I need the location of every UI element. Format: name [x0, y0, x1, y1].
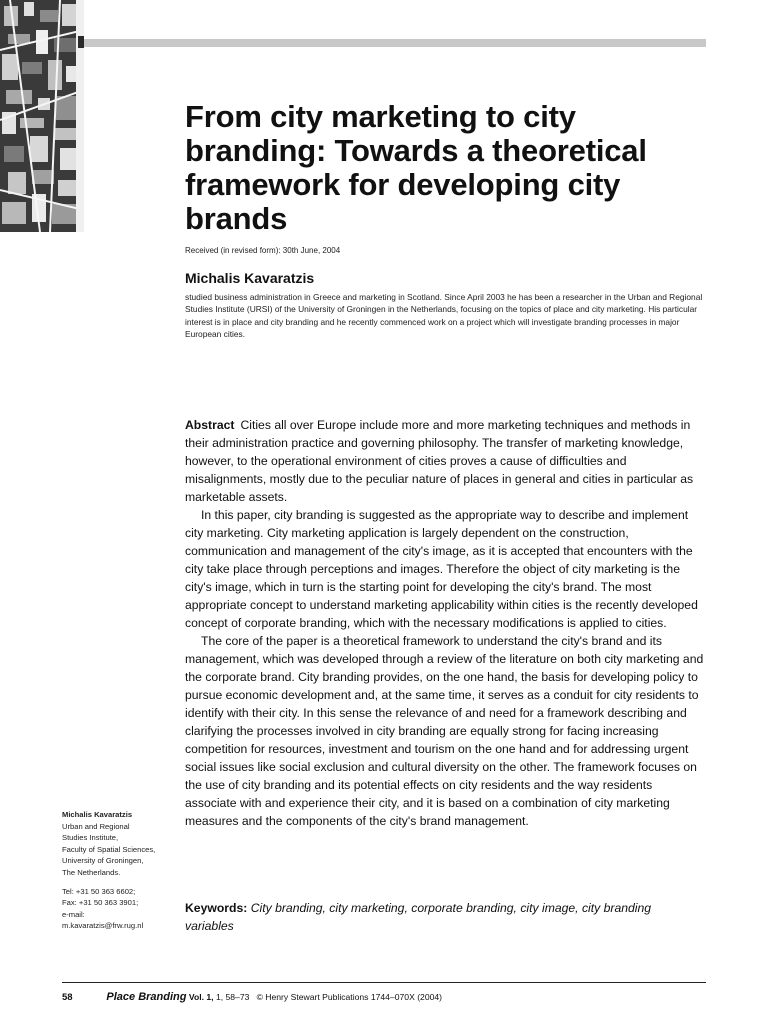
city-map-graphic — [0, 0, 84, 232]
abstract-paragraph-2: In this paper, city branding is suggested as the appropriate way to describe and implement city marketing. City marketing application is largely dependent on the construction, communication and management of the city's image, as it is accepted that encounters with the city take place through perceptions and images. Therefore the object of city marketing is the city's image, which in turn is the starting point for developing the city's brand. The most appropriate concept to understand marketing applicability within cities is the recently developed concept of corporate branding, which with the necessary modifications is applied to cities. — [185, 508, 698, 630]
contact-fax: Fax: +31 50 363 3901; — [62, 898, 139, 908]
author-contact — [62, 809, 177, 932]
author-bio: studied business administration in Greece and marketing in Scotland. Since April 2003 he has been a researcher in the Urban and Regional Studies Institute (URSI) of the University of Groningen in the Netherlands, focusing on the topics of place and city marketing. His particular interest is in place and city branding and he recently commenced work on a project which will investigate branding processes in major European cities. — [185, 292, 703, 339]
abstract-paragraph-3: The core of the paper is a theoretical framework to understand the city's brand and its management, which was developed through a review of the literature on both city marketing and the corporate brand. City branding provides, on the one hand, the basis for developing policy to pursue economic development and, at the same time, it serves as a conduit for city residents to identify with their city. In this sense the relevance of and need for a framework describing and clarifying the processes involved in city branding are equally strong for facing increasing competition for resources, investment and tourism on the one hand and for addressing urgent social issues like social exclusion and cultural diversity on the other. The framework focuses on the use of city branding and its potential effects on city residents and the way residents associate with and experience their city, and it is based on a combination of city marketing measures and the components of the city's brand management. — [185, 634, 704, 828]
address-line: The Netherlands. — [62, 867, 121, 877]
contact-tel: Tel: +31 50 363 6602; — [62, 886, 136, 896]
page-footer — [62, 991, 442, 1003]
address-line: Urban and Regional — [62, 821, 130, 831]
page-number: 58 — [62, 992, 73, 1003]
city-map-image — [0, 0, 84, 232]
contact-gap — [62, 879, 177, 886]
abstract-paragraph-1-text: Cities all over Europe include more and more marketing techniques and methods in their administration practice and governing philosophy. The transfer of marketing knowledge, however, to the operational environment of cities proves a cause of difficulties and misalignments, mostly due to the peculiar nature of places in general and cities in particular as marketable assets. — [185, 418, 694, 504]
paper-title: From city marketing to city branding: Towards a theoretical framework for developing city brands — [185, 99, 647, 236]
abstract-label: Abstract — [185, 418, 235, 432]
keywords-label: Keywords: — [185, 901, 248, 915]
address-line: Faculty of Spatial Sciences, — [62, 844, 156, 854]
journal-issue-pages: 1, 58–73 — [215, 992, 250, 1002]
journal-name: Place Branding — [106, 991, 187, 1003]
contact-name: Michalis Kavaratzis — [62, 810, 133, 819]
received-date: Received (in revised form): 30th June, 2004 — [185, 246, 341, 255]
abstract-paragraph-1 — [185, 416, 707, 506]
address-line: University of Groningen, — [62, 856, 144, 866]
publisher-copyright: © Henry Stewart Publications 1744–070X (2004) — [256, 992, 443, 1002]
address-line: Studies Institute, — [62, 833, 119, 843]
journal-volume: Vol. 1, — [188, 992, 214, 1002]
keywords — [185, 899, 665, 935]
contact-email-label: e-mail: — [62, 909, 85, 919]
keywords-text: City branding, city marketing, corporate branding, city image, city branding variables — [185, 901, 652, 933]
footer-rule — [62, 982, 706, 983]
author-name: Michalis Kavaratzis — [185, 270, 315, 286]
contact-email: m.kavaratzis@frw.rug.nl — [62, 921, 144, 931]
abstract — [185, 416, 707, 830]
header-rule — [84, 39, 706, 47]
